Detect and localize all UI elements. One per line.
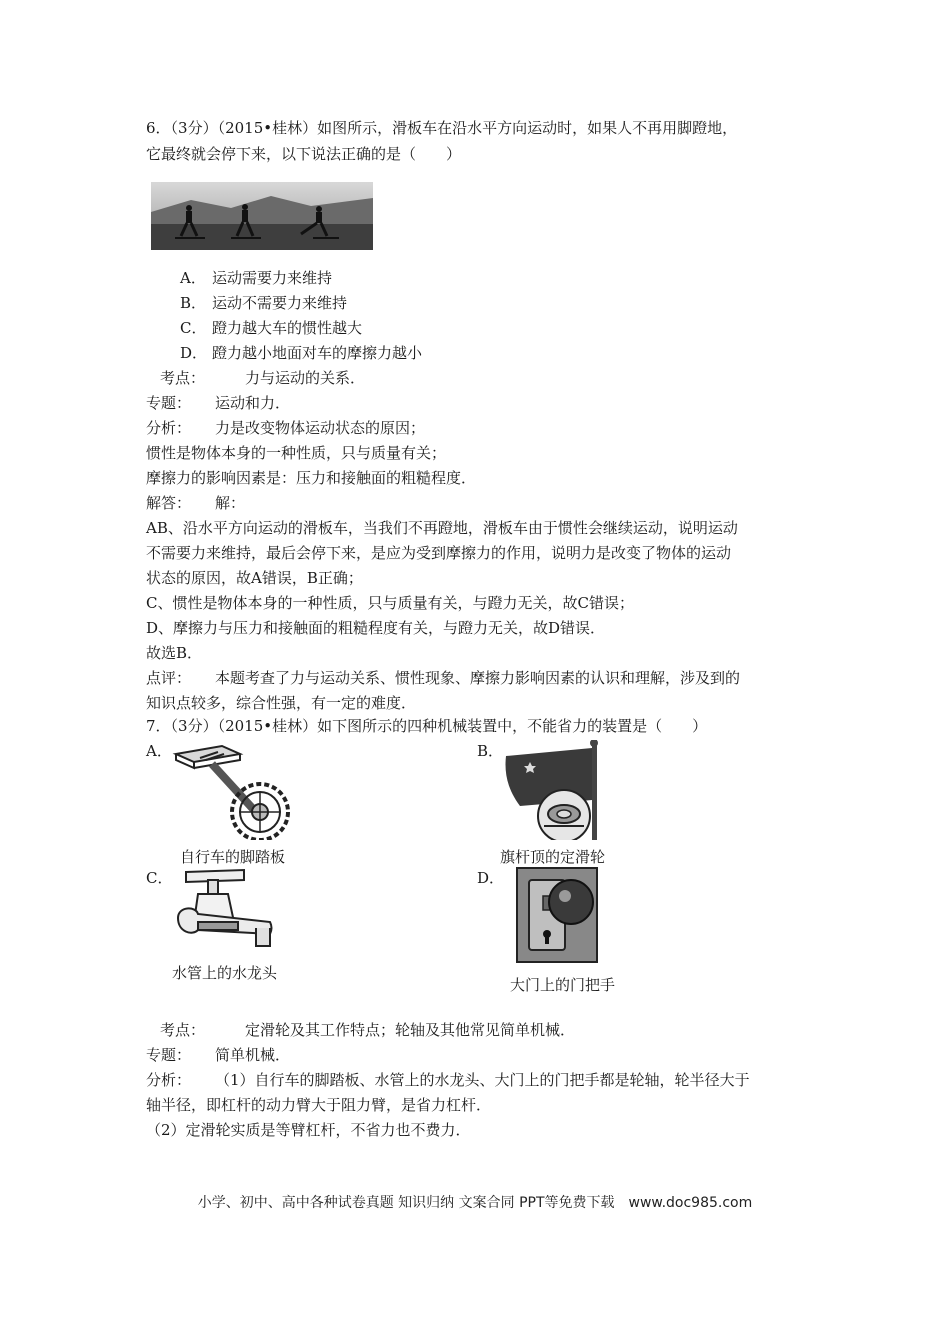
q6-fenxi-line2: 惯性是物体本身的一种性质，只与质量有关； — [146, 444, 447, 462]
caption-a: 自行车的脚踏板 — [180, 848, 286, 866]
q7-fenxi-line2: 轴半径，即杠杆的动力臂大于阻力臂，是省力杠杆． — [146, 1096, 492, 1114]
q6-jieda-line1: AB、沿水平方向运动的滑板车，当我们不再蹬地，滑板车由于惯性会继续运动，说明运动 — [146, 519, 738, 537]
q7-zhuanti: 专题： 简单机械． — [146, 1046, 291, 1064]
q7-key-d: D． — [477, 869, 505, 887]
caption-b: 旗杆顶的定滑轮 — [500, 848, 606, 866]
q7-key-a: A． — [146, 742, 172, 760]
water-faucet-figure — [172, 866, 276, 962]
q6-jieda-line3: 状态的原因，故A错误，B正确； — [146, 569, 363, 587]
q7-kaodian: 考点： 定滑轮及其工作特点；轮轴及其他常见简单机械． — [160, 1021, 576, 1039]
q6-stem-line1: 6．（3分）（2015•桂林）如图所示，滑板车在沿水平方向运动时，如果人不再用脚蹬地， — [146, 119, 738, 137]
page-footer: 小学、初中、高中各种试卷真题 知识归纳 文案合同 PPT等免费下载 www.doc985.com — [197, 1195, 753, 1211]
q6-option-b: B． 运动不需要力来维持 — [180, 294, 348, 312]
q6-option-c: C． 蹬力越大车的惯性越大 — [180, 319, 363, 337]
caption-c: 水管上的水龙头 — [172, 964, 278, 982]
q6-jieda-line2: 不需要力来维持，最后会停下来，是应为受到摩擦力的作用，说明力是改变了物体的运动 — [146, 544, 732, 562]
q6-fenxi: 分析： 力是改变物体运动状态的原因； — [146, 419, 426, 437]
q6-option-a: A． 运动需要力来维持 — [180, 269, 333, 287]
q7-key-b: B． — [477, 742, 504, 760]
q6-jieda: 解答： 解： — [146, 494, 246, 512]
q6-dianping-line2: 知识点较多，综合性强，有一定的难度． — [146, 694, 417, 712]
q7-fenxi-line3: （2）定滑轮实质是等臂杠杆，不省力也不费力． — [146, 1121, 471, 1139]
q7-fenxi: 分析： （1）自行车的脚踏板、水管上的水龙头、大门上的门把手都是轮轴，轮半径大于 — [146, 1071, 750, 1089]
q7-stem: 7．（3分）（2015•桂林）如下图所示的四种机械装置中，不能省力的装置是（ ） — [146, 717, 708, 735]
q6-jieda-line5: D、摩擦力与压力和接触面的粗糙程度有关，与蹬力无关，故D错误． — [146, 619, 606, 637]
q6-zhuanti: 专题： 运动和力． — [146, 394, 291, 412]
q6-fenxi-line3: 摩擦力的影响因素是：压力和接触面的粗糙程度． — [146, 469, 477, 487]
flagpole-pulley-figure — [500, 740, 610, 844]
q6-stem-line2: 它最终就会停下来，以下说法正确的是（ ） — [146, 145, 462, 163]
q6-jieda-line6: 故选B． — [146, 644, 203, 662]
door-knob-figure — [513, 866, 603, 968]
q6-dianping: 点评： 本题考查了力与运动关系、惯性现象、摩擦力影响因素的认识和理解，涉及到的 — [146, 669, 741, 687]
skateboard-photo — [151, 182, 373, 254]
q6-jieda-line4: C、惯性是物体本身的一种性质，只与质量有关，与蹬力无关，故C错误； — [146, 594, 634, 612]
q6-option-d: D． 蹬力越小地面对车的摩擦力越小 — [180, 344, 423, 362]
caption-d: 大门上的门把手 — [510, 976, 616, 994]
q7-key-c: C． — [146, 869, 173, 887]
bicycle-pedal-figure — [172, 740, 306, 844]
q6-kaodian: 考点： 力与运动的关系． — [160, 369, 366, 387]
